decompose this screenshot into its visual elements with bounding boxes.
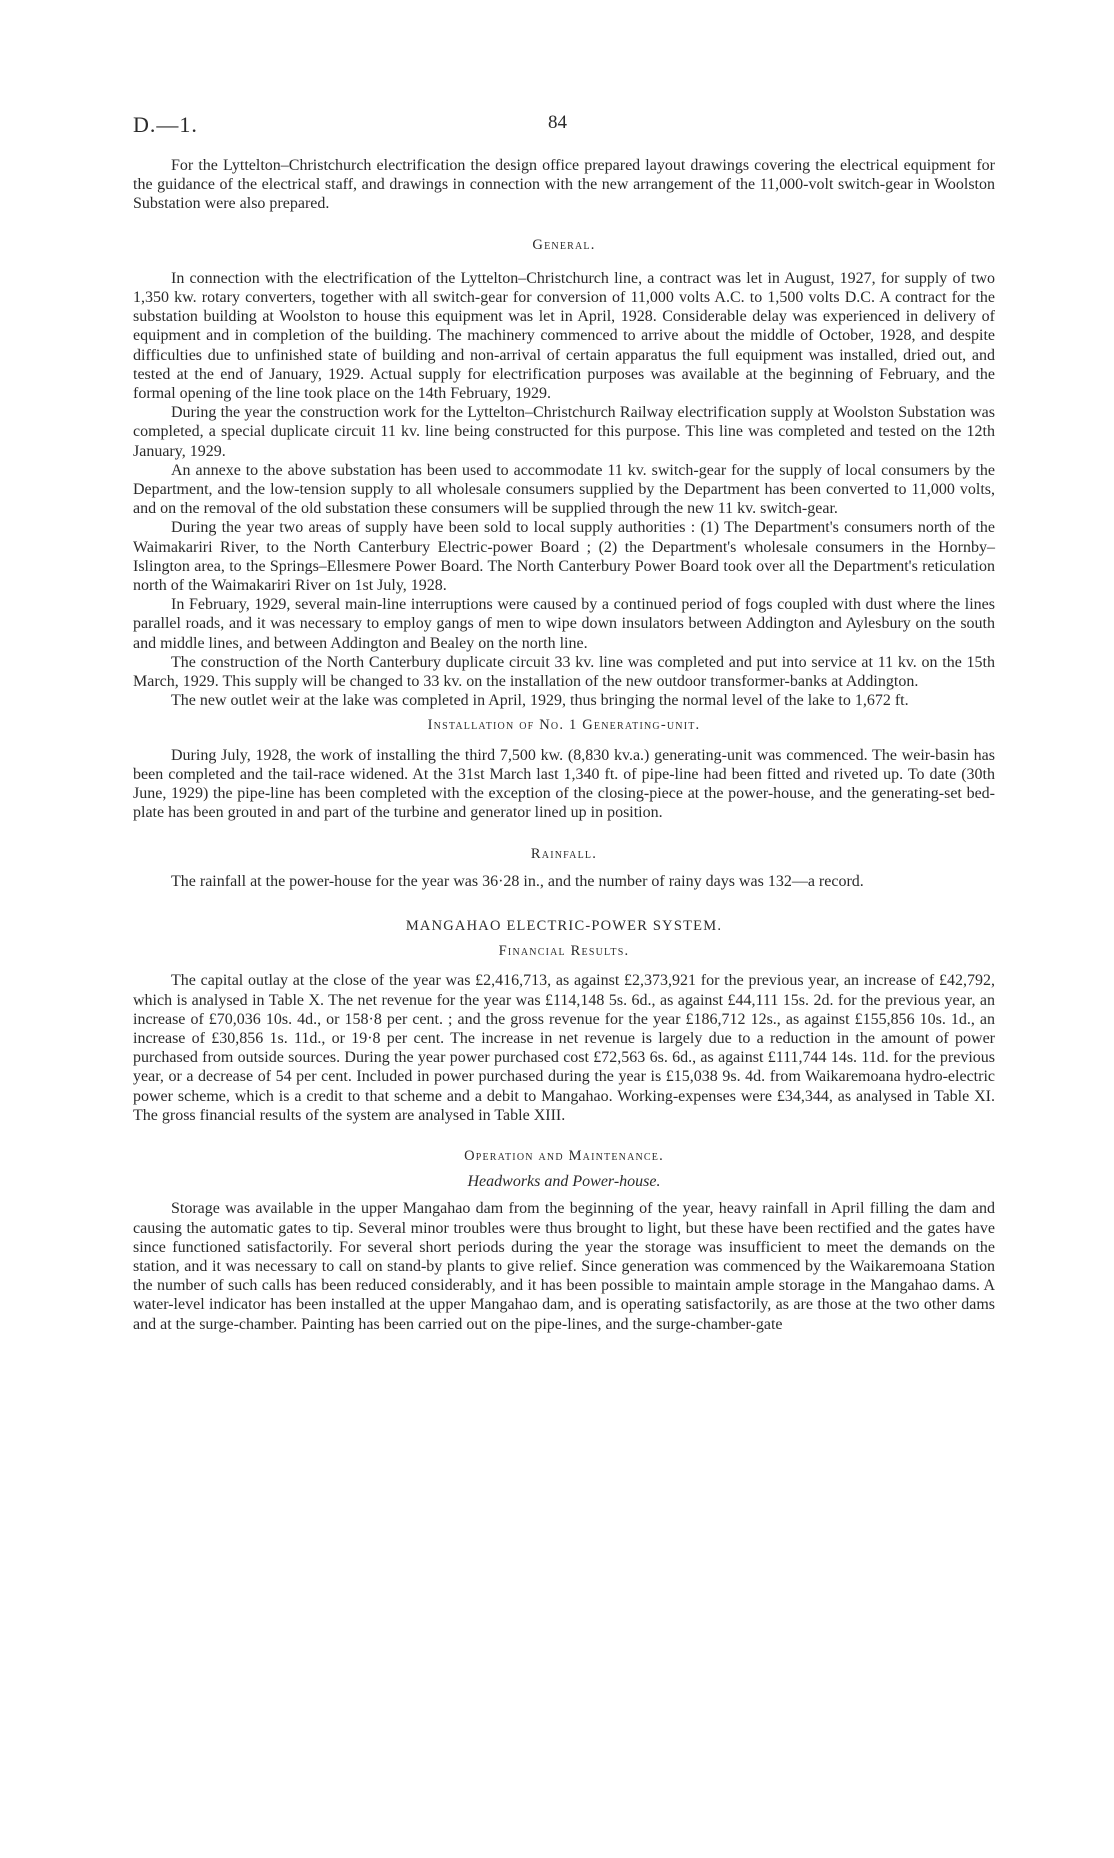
section-heading-general: General. <box>532 236 596 253</box>
general-paragraph-3: An annexe to the above substation has been used to accommodate 11 kv. switch-gear for the supply of local consumers by the Department, and the low-tension supply to all wholesale consumers supplied by the Department has been converted to 11,000 volts, and on the removal of the old substation these consumers will be supplied through the new 11 kv. switch-gear. <box>133 461 995 518</box>
general-paragraph-1: In connection with the electrification of the Lyttelton–Christchurch line, a contract was let in August, 1927, for supply of two 1,350 kw. rotary converters, together with all switch-gear for conversion of 11,000 volts A.C. to 1,500 volts D.C. A contract for the substation building at Woolston to house this equipment was let in April, 1928. Considerable delay was experienced in delivery of equipment and in completion of the building. The machinery commenced to arrive about the middle of October, 1928, and despite difficulties due to unfinished state of building and non-arrival of certain apparatus the full equipment was installed, dried out, and tested at the end of January, 1929. Actual supply for electrification purposes was available at the beginning of February, and the formal opening of the line took place on the 14th February, 1929. <box>133 269 995 403</box>
general-paragraph-5: In February, 1929, several main-line interruptions were caused by a continued period of fogs coupled with dust where the lines parallel roads, and it was necessary to employ gangs of men to wipe down insulators between Addington and Aylesbury on the south and middle lines, and between Addington and Bealey on the north line. <box>133 596 995 652</box>
page-number: 84 <box>548 112 567 133</box>
page-header <box>133 112 995 144</box>
general-paragraph-6: The construction of the North Canterbury duplicate circuit 33 kv. line was completed and put into service at 11 kv. on the 15th March, 1929. This supply will be changed to 33 kv. on the installation of the new outdoor transformer-banks at Addington. <box>133 653 995 691</box>
page-reference: D.—1. <box>133 112 198 137</box>
section-heading-operation: Operation and Maintenance. <box>464 1147 664 1164</box>
document-body <box>133 156 995 1334</box>
financial-paragraph: The capital outlay at the close of the year was £2,416,713, as against £2,373,921 for the previous year, an increase of £42,792, which is analysed in Table X. The net revenue for the year was £114,148 5s. 6d., as against £44,111 15s. 2d. for the previous year, an increase of £70,036 10s. 4d., or 158·8 per cent. ; and the gross revenue for the year £186,712 12s., as against £155,856 10s. 1d., an increase of £30,856 1s. 11d., or 19·8 per cent. The increase in net revenue is largely due to a reduction in the amount of power purchased from outside sources. During the year power purchased cost £72,563 6s. 6d., as against £111,744 14s. 11d. for the previous year, or a decrease of 54 per cent. Included in power purchased during the year is £15,038 9s. 4d. from Waikaremoana hydro-electric power scheme, which is a credit to that scheme and a debit to Mangahao. Working-expenses were £34,344, as analysed in Table XI. The gross financial results of the system are analysed in Table XIII. <box>133 972 995 1124</box>
subheading-headworks: Headworks and Power-house. <box>467 1173 661 1191</box>
general-paragraph-2: During the year the construction work for the Lyttelton–Christchurch Railway electrification supply at Woolston Substation was completed, a special duplicate circuit 11 kv. line being constructed for this purpose. This line was completed and tested on the 12th January, 1929. <box>133 404 995 460</box>
section-heading-financial-results: Financial Results. <box>498 943 630 960</box>
section-heading-mangahao: MANGAHAO ELECTRIC-POWER SYSTEM. <box>405 917 723 934</box>
section-heading-rainfall: Rainfall. <box>530 845 598 862</box>
intro-paragraph: For the Lyttelton–Christchurch electrification the design office prepared layout drawings covering the electrical equipment for the guidance of the electrical staff, and drawings in connection with the new arrangement of the 11,000-volt switch-gear in Woolston Substation were also prepared. <box>133 157 995 213</box>
headworks-paragraph: Storage was available in the upper Mangahao dam from the beginning of the year, heavy rainfall in April filling the dam and causing the automatic gates to tip. Several minor troubles were thus brought to light, but these have been rectified and the gates have since functioned satisfactorily. For several short periods during the year the storage was insufficient to meet the demands on the station, and it was necessary to call on stand-by plants to give relief. Since generation was commenced by the Waikaremoana Station the number of such calls has been reduced considerably, and it has been possible to maintain ample storage in the Mangahao dams. A water-level indicator has been installed at the upper Mangahao dam, and is operating satisfactorily, as are those at the two other dams and at the surge-chamber. Painting has been carried out on the pipe-lines, and the surge-chamber-gate <box>133 1200 995 1333</box>
installation-paragraph: During July, 1928, the work of installing the third 7,500 kw. (8,830 kv.a.) generating-unit was commenced. The weir-basin has been completed and the tail-race widened. At the 31st March last 1,340 ft. of pipe-line had been fitted and riveted up. To date (30th June, 1929) the pipe-line has been completed with the exception of the closing-piece at the power-house, and the generating-set bed-plate has been grouted in and part of the turbine and generator lined up in position. <box>133 746 995 822</box>
general-paragraph-7: The new outlet weir at the lake was completed in April, 1929, thus bringing the normal level of the lake to 1,672 ft. <box>171 692 909 710</box>
section-heading-installation: Installation of No. 1 Generating-unit. <box>427 717 701 734</box>
rainfall-paragraph: The rainfall at the power-house for the year was 36·28 in., and the number of rainy days was 132—a record. <box>171 872 864 890</box>
general-paragraph-4: During the year two areas of supply have been sold to local supply authorities : (1) The Department's consumers north of the Waimakariri River, to the North Canterbury Electric-power Board ; (2) the Department's wholesale consumers in the Hornby–Islington area, to the Springs–Ellesmere Power Board. The North Canterbury Power Board took over all the Department's reticulation north of the Waimakariri River on 1st July, 1928. <box>133 519 995 595</box>
